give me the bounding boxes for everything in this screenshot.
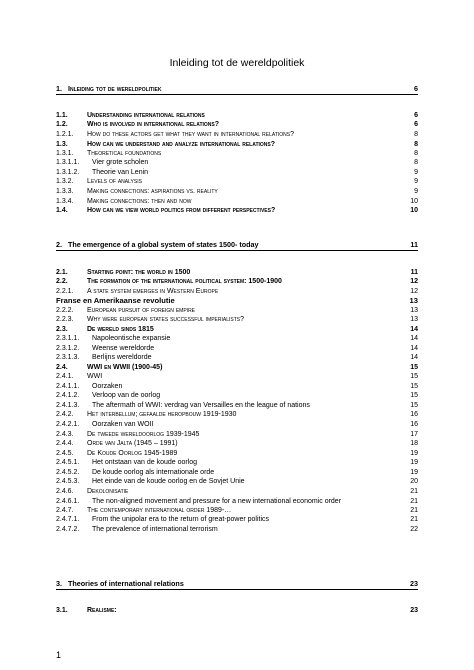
- toc-entry-page: 15: [410, 392, 418, 399]
- toc-entry-number: 2.4.6.: [56, 488, 74, 495]
- toc-entry-number: 1.: [56, 84, 62, 93]
- toc-entry-title: Realisme:: [87, 607, 117, 614]
- toc-entry-title: Het interbellum; gefaalde heropbouw 1919-1930: [87, 411, 237, 418]
- toc-entry-page: 6: [414, 121, 418, 128]
- toc-entry-number: 1.3.1.1.: [56, 159, 80, 166]
- toc-entry-number: 2.4.1.: [56, 373, 74, 380]
- toc-entry-title: Franse en Amerikaanse revolutie: [56, 296, 175, 305]
- toc-entry-title: Oorzaken: [92, 383, 123, 390]
- toc-entry-number: 2.4.5.2.: [56, 469, 80, 476]
- toc-entry-number: 1.2.1.: [56, 131, 74, 138]
- toc-entry-page: 10: [410, 207, 418, 214]
- toc-entry-number: 1.1.: [56, 112, 68, 119]
- toc-entry-page: 13: [409, 296, 418, 305]
- toc-entry-page: 15: [410, 402, 418, 409]
- toc-entry-page: 9: [414, 188, 418, 195]
- toc-entry-number: 2.: [56, 240, 62, 249]
- toc-entry-number: 3.1.: [56, 607, 68, 614]
- toc-entry-number: 2.2.2.: [56, 307, 74, 314]
- toc-entry-page: 22: [410, 526, 418, 533]
- toc-entry-number: 2.4.3.: [56, 431, 74, 438]
- toc-entry-title: Het einde van de koude oorlog en de Sovjet Unie: [92, 478, 245, 485]
- toc-entry-title: Theoretical foundations: [87, 150, 162, 157]
- toc-entry-page: 11: [410, 269, 418, 276]
- toc-entry-number: 2.4.1.1.: [56, 383, 80, 390]
- toc-entry-number: 2.2.1.: [56, 288, 74, 295]
- toc-entry-page: 6: [414, 112, 418, 119]
- toc-entry-title: From the unipolar era to the return of great-power politics: [92, 516, 270, 523]
- toc-entry-number: 2.4.6.1.: [56, 498, 80, 505]
- toc-entry-page: 15: [410, 364, 418, 371]
- toc-entry-title: The emergence of a global system of states 1500- today: [68, 240, 259, 249]
- toc-entry-number: 2.4.5.1.: [56, 459, 80, 466]
- toc-entry-number: 1.3.1.: [56, 150, 74, 157]
- toc-entry-page: 8: [414, 141, 418, 148]
- toc-entry-number: 2.2.3.: [56, 316, 74, 323]
- toc-entry-title: A state system emerges in Western Europe: [87, 288, 219, 295]
- toc-entry-number: 1.3.4.: [56, 198, 74, 205]
- toc-entry-title: Oorzaken van WOII: [92, 421, 154, 428]
- toc-entry-page: 16: [410, 421, 418, 428]
- toc-entry-title: How can we understand and analyze international relations?: [87, 141, 276, 148]
- toc-entry-number: 2.4.4.: [56, 440, 74, 447]
- toc-entry-title: Inleiding tot de wereldpolitiek: [68, 84, 162, 93]
- toc-entry[interactable]: [56, 605, 418, 616]
- toc-entry-title: De tweede wereldoorlog 1939-1945: [87, 431, 200, 438]
- toc-entry-page: 16: [410, 411, 418, 418]
- toc-entry-number: 2.4.2.: [56, 411, 74, 418]
- toc-entry-number: 2.1.: [56, 269, 68, 276]
- document-title: Inleiding tot de wereldpolitiek: [169, 57, 305, 69]
- toc-entry-page: 13: [410, 316, 418, 323]
- toc-entry-page: 21: [410, 516, 418, 523]
- toc-entry-number: 2.4.7.: [56, 507, 74, 514]
- toc-entry-title: WWI: [87, 373, 103, 380]
- toc-entry-page: 21: [410, 498, 418, 505]
- page-number: 1: [56, 650, 62, 660]
- toc-entry-page: 23: [410, 607, 418, 614]
- toc-entry-number: 2.3.: [56, 326, 68, 333]
- toc-entry-page: 13: [410, 307, 418, 314]
- toc-chapter-row[interactable]: [56, 578, 418, 590]
- toc-entry-title: How do these actors get what they want in international relations?: [87, 131, 295, 138]
- toc-entry-title: The aftermath of WWI: verdrag van Versailles en the league of nations: [92, 402, 310, 409]
- toc-entry-page: 14: [410, 335, 418, 342]
- toc-entry-page: 14: [410, 326, 418, 333]
- toc-entry-page: 21: [410, 507, 418, 514]
- toc-entry-number: 2.3.1.2.: [56, 345, 80, 352]
- toc-chapter-row[interactable]: [56, 239, 418, 251]
- toc-entry-page: 8: [414, 159, 418, 166]
- toc-entry-number: 1.3.1.2.: [56, 169, 80, 176]
- toc-entry-title: Who is involved in international relations?: [87, 121, 219, 128]
- toc-entry-page: 8: [414, 150, 418, 157]
- toc-entry-title: De Koude Oorlog 1945-1989: [87, 450, 178, 457]
- toc-entry-page: 15: [410, 383, 418, 390]
- toc-entry-page: 12: [410, 278, 418, 285]
- toc-entry-page: 23: [410, 579, 418, 588]
- toc-entry-title: Vier grote scholen: [92, 159, 149, 166]
- toc-entry-number: 2.4.2.1.: [56, 421, 80, 428]
- toc-entry-page: 9: [414, 178, 418, 185]
- toc-entry-title: Making connections: then and now: [87, 198, 192, 205]
- toc-entry-page: 12: [410, 288, 418, 295]
- toc-entry-number: 2.4.5.3.: [56, 478, 80, 485]
- toc-entry-title: Orde van Jalta (1945 – 1991): [87, 440, 178, 447]
- toc-entry-title: Napoleontische expansie: [92, 335, 171, 342]
- toc-entry-title: The formation of the international political system: 1500-1900: [87, 278, 282, 285]
- toc-entry-number: 2.3.1.1.: [56, 335, 80, 342]
- toc-entry-page: 6: [414, 84, 418, 93]
- toc-entry-number: 2.4.7.1.: [56, 516, 80, 523]
- toc-entry-title: Making connections: aspirations vs. reality: [87, 188, 218, 195]
- toc-entry-page: 10: [410, 198, 418, 205]
- toc-entry-title: Theories of international relations: [68, 579, 184, 588]
- toc-entry-title: Understanding international relations: [87, 112, 205, 119]
- toc-entry-number: 1.4.: [56, 207, 68, 214]
- toc-entry-title: Dekolonisatie: [87, 488, 129, 495]
- toc-entry-number: 2.3.1.3.: [56, 354, 80, 361]
- toc-entry-page: 17: [410, 431, 418, 438]
- toc-entry-title: How can we view world politics from different perspectives?: [87, 207, 276, 214]
- toc-entry-page: 20: [410, 478, 418, 485]
- toc-entry-page: 14: [410, 345, 418, 352]
- toc-entry-page: 19: [410, 450, 418, 457]
- toc-entry-page: 21: [410, 488, 418, 495]
- toc-entry-number: 2.4.1.2.: [56, 392, 80, 399]
- toc-entry-page: 9: [414, 169, 418, 176]
- toc-entry-title: De wereld sinds 1815: [87, 326, 154, 333]
- toc-entry-number: 2.4.1.3.: [56, 402, 80, 409]
- toc-entry-number: 1.3.: [56, 141, 68, 148]
- toc-entry-number: 2.4.: [56, 364, 68, 371]
- toc-entry-page: 11: [410, 240, 418, 249]
- toc-entry-title: Verloop van de oorlog: [92, 392, 161, 399]
- toc-entry-number: 1.3.2.: [56, 178, 74, 185]
- toc-entry-page: 19: [410, 459, 418, 466]
- toc-entry-number: 2.4.7.2.: [56, 526, 80, 533]
- toc-entry-title: Berlijns wereldorde: [92, 354, 152, 361]
- toc-entry-title: De koude oorlog als internationale orde: [92, 469, 215, 476]
- toc-entry[interactable]: [56, 205, 418, 216]
- toc-entry-title: Starting point: the world in 1500: [87, 269, 191, 276]
- toc-entry-page: 18: [410, 440, 418, 447]
- toc-entry-number: 1.3.3.: [56, 188, 74, 195]
- toc-entry-title: Levels of analysis: [87, 178, 142, 185]
- toc-entry-number: 1.2.: [56, 121, 68, 128]
- toc-entry-title: The non-aligned movement and pressure for a new international economic order: [92, 498, 342, 505]
- toc-entry-title: The contemporary international order 1989-…: [87, 507, 232, 514]
- toc-entry-number: 3.: [56, 579, 62, 588]
- toc-entry-title: Theorie van Lenin: [92, 169, 149, 176]
- toc-entry-title: European pursuit of foreign empire: [87, 307, 196, 314]
- toc-entry-title: The prevalence of international terrorism: [92, 526, 218, 533]
- toc-entry-title: WWI en WWII (1900-45): [87, 364, 163, 371]
- toc-entry-title: Weense wereldorde: [92, 345, 155, 352]
- toc-entry[interactable]: [56, 524, 418, 535]
- toc-entry-number: 2.2.: [56, 278, 68, 285]
- toc-entry-page: 19: [410, 469, 418, 476]
- toc-entry-page: 14: [410, 354, 418, 361]
- toc-entry-title: Why were european states successful imperialists?: [87, 316, 245, 323]
- toc-entry-page: 15: [410, 373, 418, 380]
- toc-entry-title: Het ontstaan van de koude oorlog: [92, 459, 198, 466]
- toc-entry-page: 8: [414, 131, 418, 138]
- toc-entry-number: 2.4.5.: [56, 450, 74, 457]
- toc-chapter-row[interactable]: [56, 83, 418, 95]
